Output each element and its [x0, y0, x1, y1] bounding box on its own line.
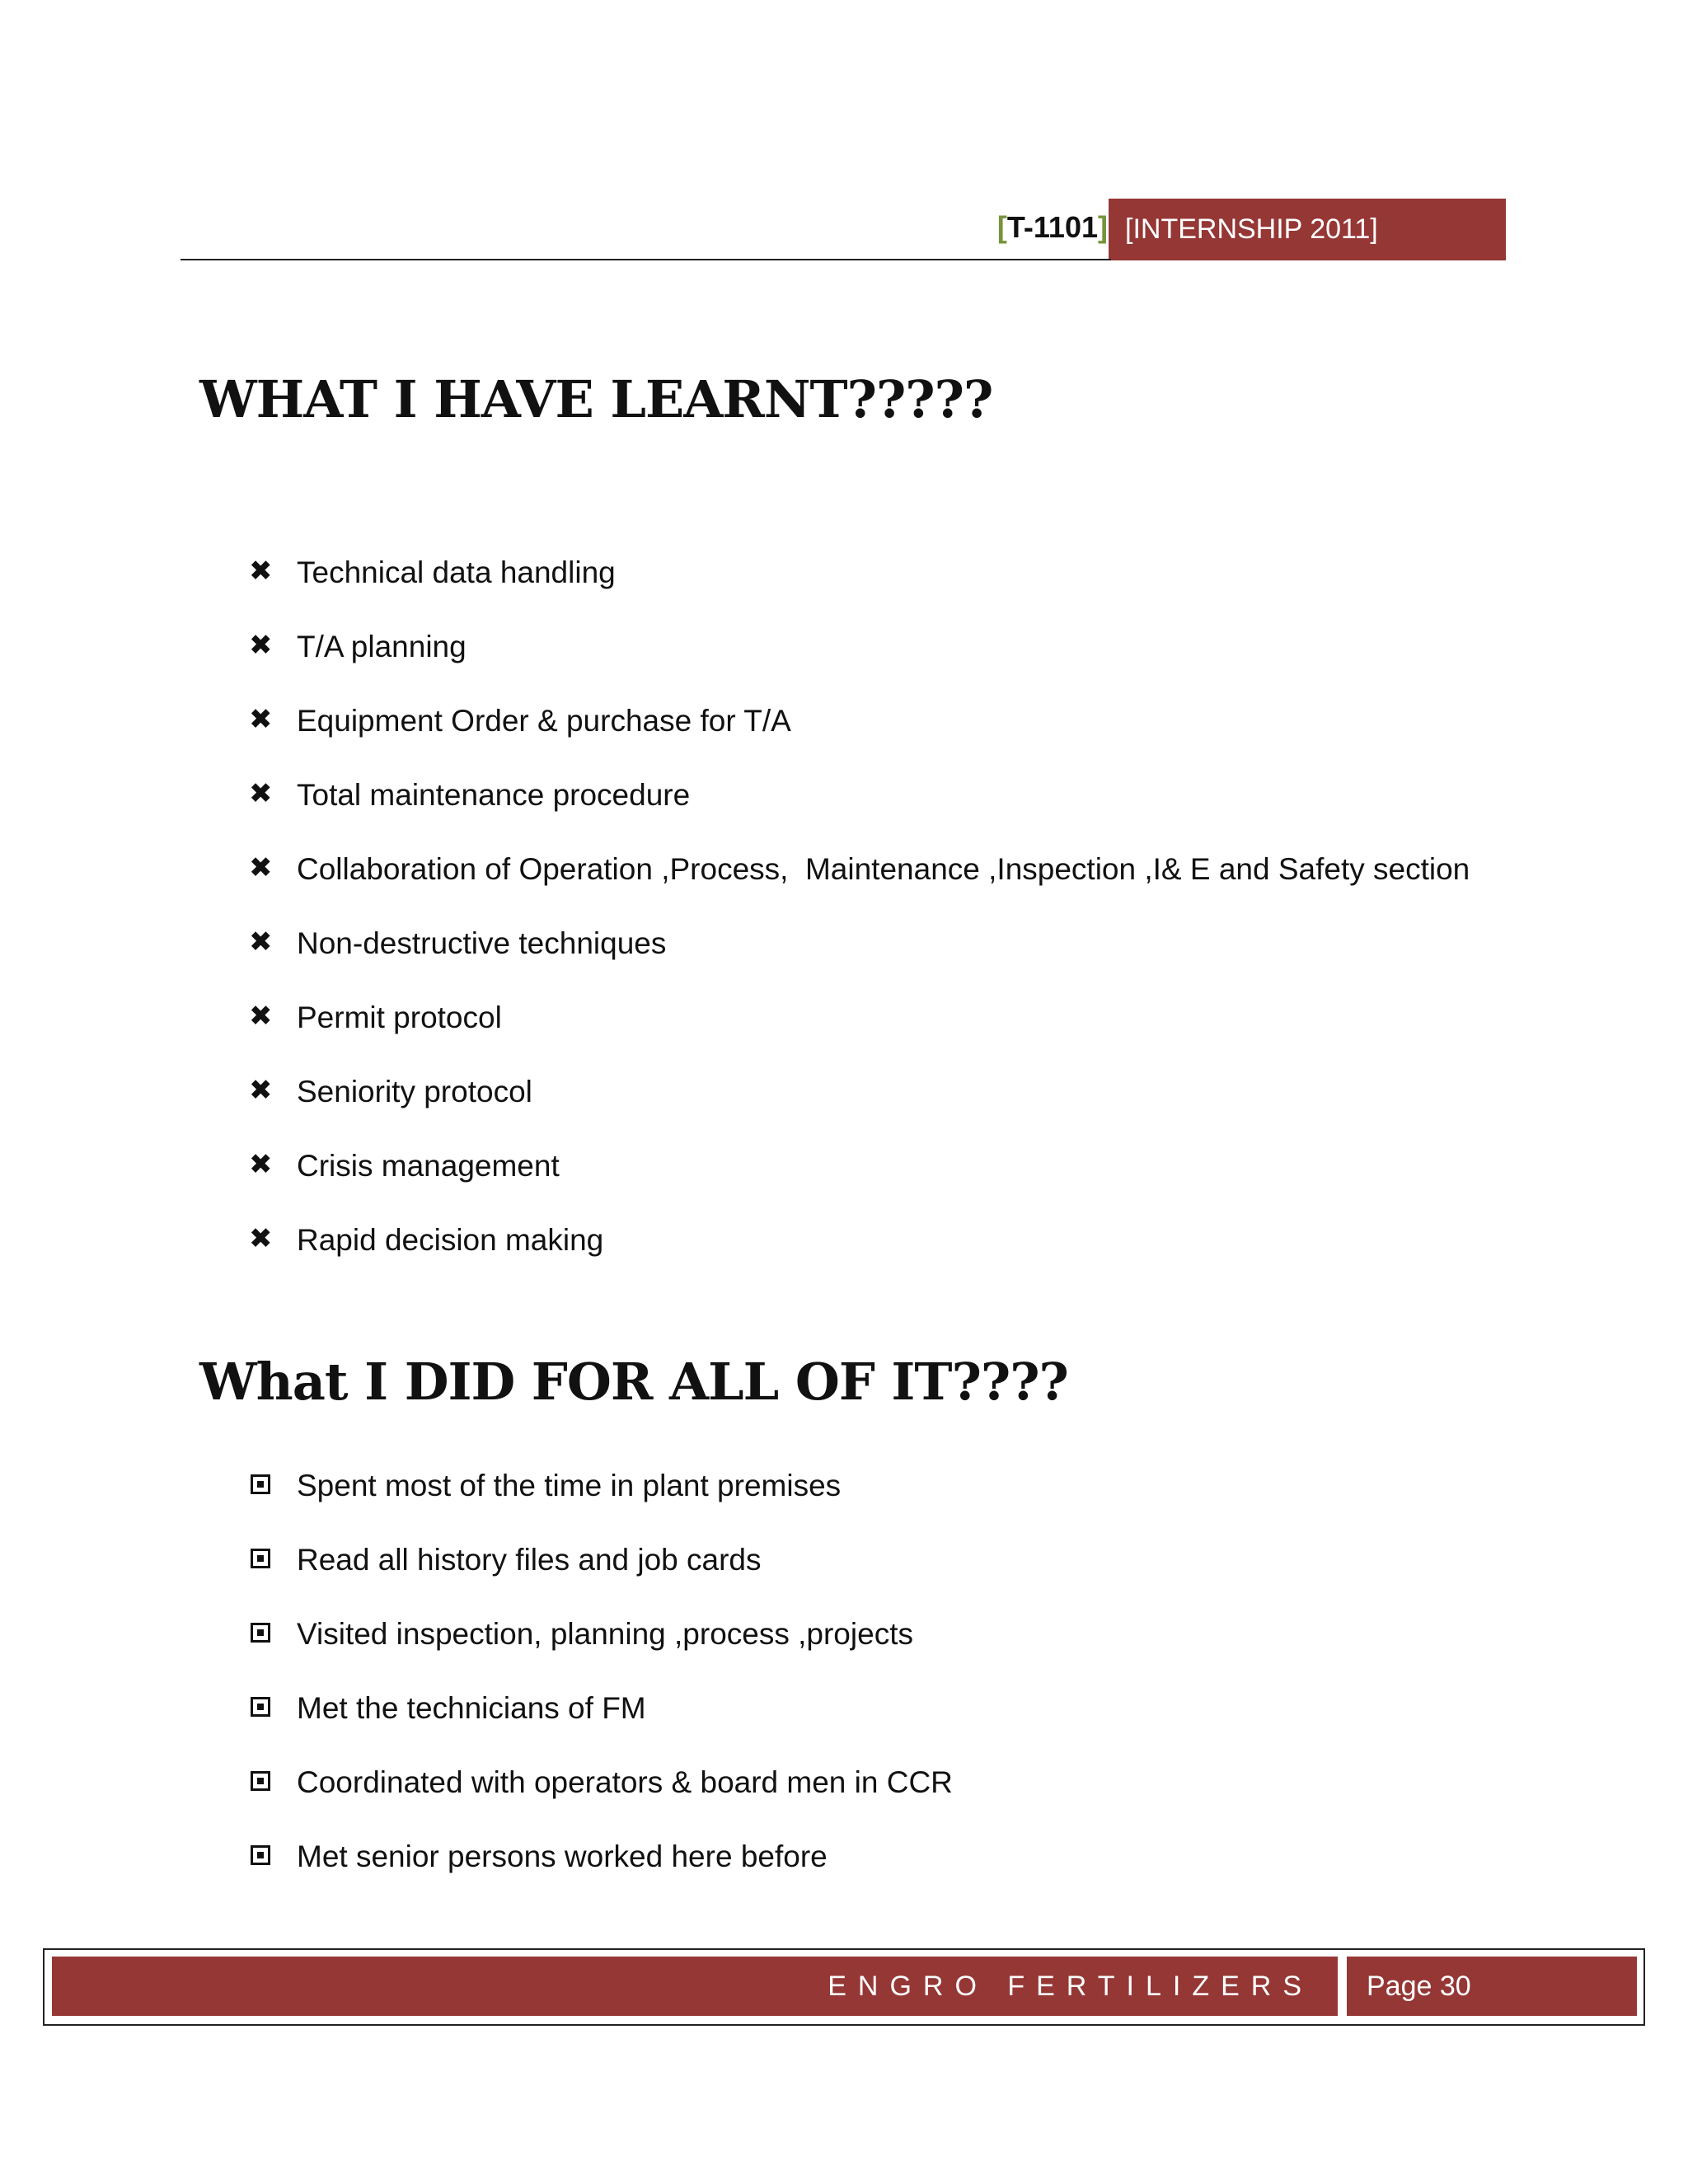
boxed-square-bullet-icon	[247, 1840, 297, 1873]
list-item-text: Collaboration of Operation ,Process, Maintenance ,Inspection ,I& E and Safety section	[297, 852, 1470, 886]
header-divider	[181, 259, 1111, 260]
list-item-text: Met senior persons worked here before	[297, 1840, 828, 1873]
bracket-close: ]	[1098, 210, 1108, 244]
list-item-text: Rapid decision making	[297, 1223, 604, 1257]
page-number: Page 30	[1347, 1957, 1637, 2016]
list-item	[247, 536, 1470, 610]
boxed-square-bullet-icon	[247, 1766, 297, 1799]
cross-bullet-icon	[247, 779, 297, 812]
list-item-text: Seniority protocol	[297, 1075, 532, 1108]
list-item-text: Visited inspection, planning ,process ,projects	[297, 1617, 913, 1651]
list-item-text: Coordinated with operators & board men in CCR	[297, 1765, 953, 1799]
cross-bullet-icon	[247, 705, 297, 738]
list-item-text: Equipment Order & purchase for T/A	[297, 704, 791, 738]
list-item-text: Permit protocol	[297, 1001, 502, 1034]
footer-company: ENGRO FERTILIZERS	[52, 1957, 1338, 2016]
cross-bullet-icon	[247, 556, 297, 589]
cross-bullet-icon	[247, 1150, 297, 1183]
list-item	[247, 1203, 1470, 1277]
list-item	[247, 684, 1470, 758]
cross-bullet-icon	[247, 853, 297, 886]
boxed-square-bullet-icon	[247, 1618, 297, 1651]
list-item	[247, 1055, 1470, 1129]
did-list	[247, 1449, 953, 1894]
list-item	[247, 981, 1470, 1055]
cross-bullet-icon	[247, 1224, 297, 1257]
list-item-text: Read all history files and job cards	[297, 1543, 762, 1577]
boxed-square-bullet-icon	[247, 1692, 297, 1725]
cross-bullet-icon	[247, 927, 297, 960]
list-item	[247, 1671, 953, 1746]
section-title-did: What I DID FOR ALL OF IT????	[199, 1352, 1068, 1412]
list-item-text: T/A planning	[297, 630, 467, 663]
list-item	[247, 907, 1470, 981]
list-item	[247, 1449, 953, 1523]
boxed-square-bullet-icon	[247, 1469, 297, 1502]
list-item	[247, 610, 1470, 684]
cross-bullet-icon	[247, 630, 297, 663]
list-item-text: Non-destructive techniques	[297, 926, 667, 960]
list-item	[247, 1597, 953, 1671]
list-item-text: Spent most of the time in plant premises	[297, 1469, 842, 1502]
cross-bullet-icon	[247, 1076, 297, 1108]
bracket-open: [	[996, 210, 1007, 244]
list-item-text: Total maintenance procedure	[297, 778, 691, 812]
list-item-text: Technical data handling	[297, 555, 616, 589]
list-item	[247, 1129, 1470, 1203]
list-item-text: Met the technicians of FM	[297, 1691, 646, 1725]
list-item	[247, 1820, 953, 1894]
learnt-list	[247, 536, 1470, 1277]
document-code-text: T-1101	[1006, 210, 1098, 244]
list-item	[247, 758, 1470, 832]
boxed-square-bullet-icon	[247, 1544, 297, 1577]
list-item-text: Crisis management	[297, 1149, 560, 1183]
cross-bullet-icon	[247, 1001, 297, 1034]
list-item	[247, 1523, 953, 1597]
list-item	[247, 1746, 953, 1820]
header-tag: [INTERNSHIP 2011]	[1109, 199, 1506, 260]
section-title-learnt: WHAT I HAVE LEARNT?????	[199, 369, 993, 429]
list-item	[247, 832, 1470, 907]
document-code	[997, 210, 1108, 245]
